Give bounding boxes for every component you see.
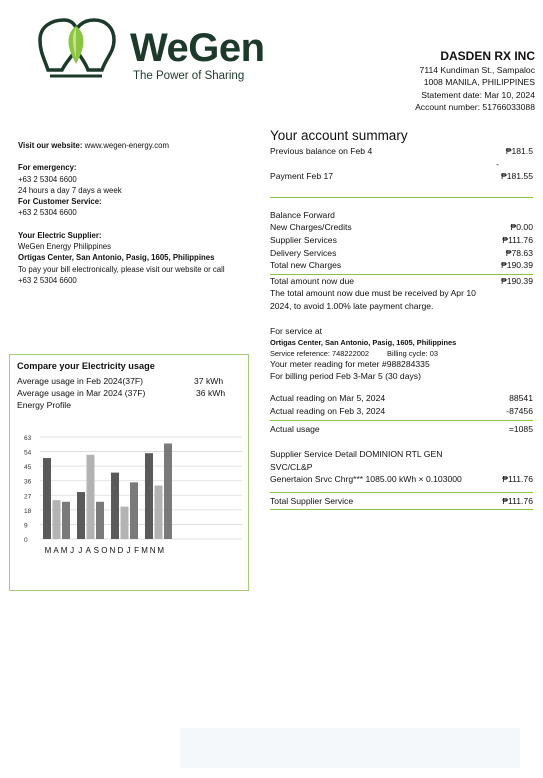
x-tick-label: A xyxy=(53,546,59,555)
service-address: Ortigas Center, San Antonio, Pasig, 1605, Philippines xyxy=(270,338,457,348)
customer-service-phone: +63 2 5304 6600 xyxy=(18,208,77,218)
x-tick-label: M xyxy=(60,546,68,555)
bar xyxy=(62,502,70,539)
emergency-phone: +63 2 5304 6600 xyxy=(18,174,77,184)
bar xyxy=(121,507,129,539)
svc-code: SVC/CL&P xyxy=(270,461,313,472)
energy-profile-chart xyxy=(10,427,248,587)
supplier-services-row: Supplier Services ₱111.76 xyxy=(270,234,533,245)
divider xyxy=(270,420,533,421)
total-new-row: Total new Charges ₱190.39 xyxy=(270,260,533,271)
y-tick-label: 18 xyxy=(24,507,32,515)
bar xyxy=(111,473,119,539)
x-tick-label: M xyxy=(157,546,165,555)
x-tick-label: N xyxy=(149,546,156,555)
y-tick-label: 63 xyxy=(24,435,32,442)
due-note: The total amount now due must be received by Apr 10 2024, to avoid 1.00% late payment charge. xyxy=(270,288,476,311)
pay-phone: +63 2 5304 6600 xyxy=(18,275,77,285)
y-tick-label: 45 xyxy=(24,464,32,472)
pay-note: To pay your bill electronically, please visit our website or call xyxy=(18,264,225,274)
company-name: DASDEN RX INC xyxy=(440,49,535,63)
x-tick-label: F xyxy=(134,546,139,555)
billing-period: For billing period Feb 3-Mar 5 (30 days) xyxy=(270,370,421,381)
usage-compare-box xyxy=(9,354,249,591)
website-link[interactable]: www.wegen-energy.com xyxy=(84,141,169,150)
wegen-logo-icon xyxy=(34,18,118,82)
feb-usage-label: Average usage in Feb 2024(37F) xyxy=(17,376,143,386)
y-tick-label: 54 xyxy=(24,449,32,457)
website-label: Visit our website: xyxy=(18,141,83,150)
gen-charge-row: Genertaion Srvc Chrg*** 1085.00 kWh × 0.103000 ₱111.76 xyxy=(270,474,533,485)
y-tick-label: 36 xyxy=(24,478,32,486)
service-ref-row: Service reference: 748222002 Billing cycle: 03 xyxy=(270,349,438,359)
bar xyxy=(164,443,172,539)
x-tick-label: D xyxy=(117,546,124,555)
supplier-detail: Supplier Service Detail DOMINION RTL GEN xyxy=(270,448,443,459)
bar xyxy=(77,492,85,539)
company-info xyxy=(415,48,535,114)
x-tick-label: J xyxy=(70,546,75,555)
supplier-label: Your Electric Supplier: xyxy=(18,230,102,240)
y-tick-label: 9 xyxy=(24,522,28,530)
new-charges-row: New Charges/Credits ₱0.00 xyxy=(270,222,533,233)
mar-usage-value: 36 kWh xyxy=(196,388,226,398)
company-address-1: 7114 Kundiman St., Sampaloc xyxy=(419,65,535,75)
x-tick-label: A xyxy=(85,546,91,555)
divider xyxy=(270,509,533,510)
x-tick-label: S xyxy=(93,546,99,555)
bar xyxy=(145,453,153,539)
divider xyxy=(270,492,533,493)
bar xyxy=(53,500,61,539)
x-tick-label: M xyxy=(44,546,52,555)
bar xyxy=(87,455,95,539)
x-tick-label: J xyxy=(78,546,83,555)
actual-mar-row: Actual reading on Mar 5, 2024 88541 xyxy=(270,393,533,404)
total-supplier-row: Total Supplier Service ₱111.76 xyxy=(270,495,533,506)
account-summary xyxy=(270,128,533,510)
actual-usage-row: Actual usage =1085 xyxy=(270,424,533,435)
brand-name: WeGen xyxy=(130,26,265,70)
x-tick-label: J xyxy=(126,546,131,555)
account-number: Account number: 51766033088 xyxy=(415,102,535,113)
bar xyxy=(130,482,138,539)
energy-profile-label: Energy Profile xyxy=(17,400,71,410)
y-tick-label: 27 xyxy=(24,493,32,501)
bar xyxy=(96,502,104,539)
statement-date: Statement date: Mar 10, 2024 xyxy=(421,89,535,100)
total-due-row: Total amount now due ₱190.39 xyxy=(270,275,533,286)
x-tick-label: M xyxy=(141,546,148,555)
balance-forward-row: Balance Forward xyxy=(270,209,335,220)
mar-usage-label: Average usage in Mar 2024 (37F) xyxy=(17,388,146,398)
feb-usage-value: 37 kWh xyxy=(194,376,224,386)
supplier-name: WeGen Energy Philippines xyxy=(18,242,112,252)
supplier-address: Ortigas Center, San Antonio, Pasig, 1605, Philippines xyxy=(18,253,215,263)
bar xyxy=(155,486,163,539)
actual-feb-row: Actual reading on Feb 3, 2024 -87456 xyxy=(270,405,533,416)
payment-row: Payment Feb 17 ₱181.55 xyxy=(270,171,533,182)
brand-tagline: The Power of Sharing xyxy=(133,70,245,82)
bar xyxy=(43,458,51,539)
website-line xyxy=(18,140,253,151)
x-tick-label: O xyxy=(101,546,108,555)
prev-balance-row: Previous balance on Feb 4 ₱181.5 xyxy=(270,146,533,156)
summary-title: Your account summary xyxy=(270,128,408,143)
x-tick-label: N xyxy=(109,546,116,555)
dash-row: - xyxy=(496,158,499,169)
company-address-2: 1008 MANILA, PHILIPPINES xyxy=(423,77,535,88)
meter-reading: Your meter reading for meter #988284335 xyxy=(270,359,430,370)
delivery-services-row: Delivery Services ₱78.63 xyxy=(270,247,533,258)
emergency-label: For emergency: xyxy=(18,163,77,173)
usage-title: Compare your Electricity usage xyxy=(17,361,155,371)
service-at: For service at xyxy=(270,325,323,336)
footer-watermark xyxy=(180,728,520,768)
customer-service-label: For Customer Service: xyxy=(18,197,102,207)
contact-info xyxy=(18,140,253,286)
emergency-hours: 24 hours a day 7 days a week xyxy=(18,185,122,195)
y-tick-label: 0 xyxy=(24,537,28,544)
